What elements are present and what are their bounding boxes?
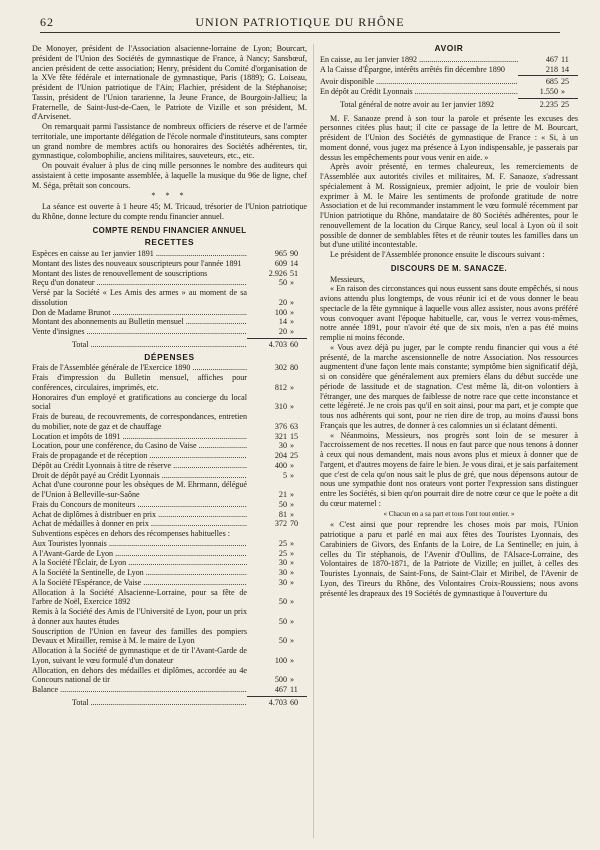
ledger-row bbox=[32, 519, 307, 529]
ledger-cents: » bbox=[290, 460, 295, 470]
ledger-amount: 25 bbox=[278, 548, 287, 558]
ledger-cents: 25 bbox=[290, 451, 299, 460]
ledger-label: Souscription de l'Union en faveur des familles des pompiers Devaux et Mirailler, remise à M. le maire de Lyon bbox=[32, 626, 247, 646]
running-header bbox=[40, 14, 560, 33]
speech-salutation: Messieurs, bbox=[330, 274, 365, 284]
assets-deposit: En dépôt au Crédit Lyonnais ..... 1.550 » bbox=[320, 87, 578, 97]
ledger-label: Honoraires d'un employé et gratifications au concierge du local social bbox=[32, 392, 247, 412]
ledger-amount: 100 bbox=[274, 307, 287, 317]
left-column bbox=[32, 44, 307, 708]
speech-paragraph-1: « En raison des circonstances qui nous eussent sans doute empêchés, si nous avions attendu plus longtemps, de vous réunir ici et de vous donner le beau spectacle de la fête gymnique à laquelle vous allez assister, nous avons préféré vous convoquer avant l'époque habituelle, car, vous le verrez vous-mêmes, notre année 1891, pour n'avoir été que de six mois, n'en a pas été moins remplie ni moins féconde. bbox=[320, 284, 578, 342]
assets-total: Total général de notre avoir au 1er janvier 1892 2.235 25 bbox=[340, 99, 570, 109]
ledger-row bbox=[32, 373, 307, 393]
total-rule bbox=[518, 75, 578, 76]
ledger-cents: » bbox=[290, 402, 295, 412]
ledger-cents: 63 bbox=[290, 421, 299, 431]
speech-intro-paragraph: Le président de l'Assemblée prononce ensuite le discours suivant : bbox=[330, 250, 545, 259]
speech-title: DISCOURS DE M. SANACZE. bbox=[390, 263, 508, 273]
ledger-row bbox=[32, 578, 307, 588]
speech-paragraph-2: « Vous avez déjà pu juger, par le compte rendu financier qui vous a été présenté, de la marche ascensionnelle de notre Association. Nos ressources augmentent d'une façon lente mais constante; symptôme bien significatif déjà, si on considère que généralement aux premiers élans du début succède une période de lassitude et de stagnation. C'est même là, dit-on volontiers à l'étranger, une des marques de faiblesse de notre race que cette inconstance et cette légèreté. Je ne crois pas qu'il en soit ainsi, pour ma part, et je compte que tous nos adhérents qui sont, pour ne rien dire de trop, au moins d'aussi bons Français que les autres, de donner à ces calomnies un si éclatant démenti. bbox=[320, 342, 578, 430]
section-separator: * * * bbox=[151, 191, 188, 201]
ledger-label: Balance ..... bbox=[32, 685, 247, 695]
receipts-title: RECETTES bbox=[144, 237, 195, 248]
total-rule bbox=[247, 696, 307, 697]
ledger-cents: » bbox=[290, 548, 295, 558]
ledger-cents: » bbox=[290, 382, 295, 392]
ledger-row bbox=[320, 55, 578, 65]
ledger-amount: 30 bbox=[278, 577, 287, 587]
ledger-cents: » bbox=[290, 675, 295, 685]
ledger-cents: 70 bbox=[290, 519, 299, 529]
ledger-amount: 965 bbox=[274, 249, 287, 258]
ledger-row bbox=[32, 568, 307, 578]
ledger-row bbox=[32, 461, 307, 471]
ledger-row bbox=[32, 288, 307, 308]
ledger-cents: » bbox=[290, 297, 295, 307]
ledger-label: Achat de médailles à donner en prix ..... bbox=[32, 519, 247, 529]
ledger-cents: » bbox=[290, 317, 295, 327]
ledger-label: Frais de l'Assemblée générale de l'Exercice 1890 ..... bbox=[32, 363, 247, 373]
ledger-label: Don de Madame Brunot ..... bbox=[32, 308, 247, 318]
ledger-row bbox=[32, 666, 307, 686]
ledger-label: Achat de diplômes à distribuer en prix ..... bbox=[32, 510, 247, 520]
total-rule bbox=[518, 98, 578, 99]
ledger-row bbox=[32, 500, 307, 510]
audience-paragraph: On pouvait évaluer à plus de cinq mille personnes le nombre des auditeurs qui assistaient à cette imposante assemblée, à laquelle la musique du 96e de ligne, chef M. Séga, prêtait son concours. bbox=[32, 161, 307, 190]
ledger-cents: » bbox=[290, 558, 295, 568]
ledger-cents: » bbox=[290, 577, 295, 587]
ledger-cents: 80 bbox=[290, 363, 299, 373]
ledger-label: Allocation, en dehors des médailles et diplômes, accordée au 4e Concours national de tir bbox=[32, 665, 247, 685]
ledger-label: Frais de bureau, de recouvrements, de correspondances, entretien du mobilier, note de gaz et de chauffage bbox=[32, 412, 247, 431]
ledger-amount: 218 bbox=[545, 64, 558, 74]
ledger-amount: 50 bbox=[278, 636, 287, 646]
speech-paragraph-4: « C'est ainsi que pour reprendre les choses mois par mois, l'Union patriotique a paru et parlé en mai aux fêtes des Touristes Lyonnais, des Carabiniers de Givors, des Enfants de la Loire, de La Sentinelle; en juin, à celles du Tir stéphanois, de l'Avenir d'Oullins, de l'Alsace-Lorraine, des Volontaires de 1870-1871, de la Patriote de Vizille; en juillet, à celles des Touristes Lyonnais, de Saint-Fons, de Saint-Clair et Miribel, de l'Avenir de Lyon, des Tireurs du Rhône, des Volontaires Croix-Roussiens; nous avons présenté les drapeaux des 19 Sociétés de gymnastique à l'ouverture du bbox=[320, 520, 578, 598]
ledger-row bbox=[32, 308, 307, 318]
ledger-amount: 25 bbox=[278, 538, 287, 548]
ledger-amount: 30 bbox=[278, 441, 287, 451]
ledger-label: A la Société l'Espérance, de Vaise ..... bbox=[32, 578, 247, 588]
ledger-amount: 14 bbox=[278, 317, 287, 327]
ledger-row bbox=[32, 539, 307, 549]
financial-report-title: COMPTE RENDU FINANCIER ANNUEL bbox=[92, 225, 247, 235]
ledger-cents: » bbox=[290, 327, 295, 336]
ledger-label: A l'Avant-Garde de Lyon ..... bbox=[32, 549, 247, 559]
ledger-row bbox=[32, 412, 307, 432]
ledger-row bbox=[32, 269, 307, 279]
ledger-amount: 30 bbox=[278, 558, 287, 568]
ledger-cents: 14 bbox=[290, 258, 299, 268]
ledger-label: Location et impôts de 1891 ..... bbox=[32, 432, 247, 442]
ledger-cents: 11 bbox=[290, 685, 298, 694]
ledger-amount: 21 bbox=[278, 490, 287, 499]
ledger-cents: » bbox=[290, 636, 295, 646]
ledger-amount: 20 bbox=[278, 327, 287, 336]
ledger-amount: 30 bbox=[278, 568, 287, 577]
running-title: UNION PATRIOTIQUE DU RHÔNE bbox=[195, 15, 405, 29]
thanks-paragraph: Après avoir présenté, en termes chaleureux, les remerciements de l'Assemblée aux autorités civiles et militaires, M. F. Sanaoze, s'adressant spécialement à M. Rossignieux, premier adjoint, le prie de vouloir bien exprimer à M. le Maire les sentiments de profonde gratitude de notre Association et de lui recommander instamment le vœu formulé récemment par l'Union patriotique du Rhône, mandataire de 80 Sociétés adhérentes, pour le renouvellement de la location du Cirque Rancy, seul local à Lyon où il soit possible de donner de semblables fêtes et de réunir toutes les familles dans un but d'une utilité incontestable. bbox=[320, 162, 578, 250]
ledger-row bbox=[32, 510, 307, 520]
ledger-row bbox=[32, 627, 307, 647]
ledger-row bbox=[32, 278, 307, 288]
ledger-row bbox=[32, 249, 307, 259]
ledger-row bbox=[32, 432, 307, 442]
page-number: 62 bbox=[40, 15, 54, 29]
ledger-cents: » bbox=[290, 616, 295, 626]
right-column bbox=[320, 44, 578, 598]
ledger-amount: 500 bbox=[274, 675, 287, 685]
ledger-amount: 50 bbox=[278, 278, 287, 288]
ledger-row bbox=[32, 259, 307, 269]
ledger-label: Frais de propagande et de réception ..... bbox=[32, 451, 247, 461]
total-rule bbox=[247, 338, 307, 339]
ledger-cents: » bbox=[290, 509, 295, 519]
ledger-amount: 376 bbox=[274, 421, 287, 431]
ledger-label: Frais d'impression du Bulletin mensuel, affiches pour conférences, circulaires, imprimés, etc. bbox=[32, 373, 247, 392]
intro-paragraph: De Monoyer, président de l'Association alsacienne-lorraine de Lyon; Bourcart, président de l'Union des Sociétés de gymnastique de France, à Nancy; Sansbœuf, ancien président de cette association; Henry, président du Comité d'organisation de la XVe fête fédérale et internationale de gymnastique, Paris (1889); G. Loiseau, président de l'Union patriotique de l'Ain; Flachier, président de la Stéphanoise; Tassin, président de l'Union tararienne, la Jeune France, de Bourgoin-Jallieu; la Fraternelle, de Saint-Just-de-Caen, le Patriote de Vizille et son président, M. d'Arvisenet. bbox=[32, 44, 307, 122]
ledger-label: Versé par la Société « Les Amis des armes » au moment de sa dissolution bbox=[32, 288, 247, 307]
ledger-row bbox=[32, 393, 307, 413]
ledger-amount: 50 bbox=[278, 616, 287, 626]
ledger-cents: 11 bbox=[561, 54, 569, 64]
expenses-title: DÉPENSES bbox=[144, 351, 195, 362]
ledger-label: A la Caisse d'Épargne, intérêts arrêtés fin décembre 1890 bbox=[320, 64, 505, 74]
ledger-amount: 81 bbox=[278, 509, 287, 519]
ledger-row bbox=[32, 441, 307, 451]
ledger-label: A la Société l'Éclair, de Lyon ..... bbox=[32, 558, 247, 568]
ledger-row bbox=[32, 646, 307, 666]
ledger-row bbox=[32, 317, 307, 327]
ledger-label: Frais du Concours de moniteurs ..... bbox=[32, 500, 247, 510]
ledger-amount: 467 bbox=[274, 685, 287, 694]
ledger-amount: 467 bbox=[545, 54, 558, 64]
assets-list bbox=[320, 55, 578, 75]
ledger-cents: 90 bbox=[290, 249, 299, 258]
ledger-label: Montant des listes des nouveaux souscripteurs pour l'année 1891 bbox=[32, 258, 242, 268]
expenses-total: Total ..... 4.703 60 bbox=[32, 698, 307, 708]
ledger-amount: 372 bbox=[274, 519, 287, 529]
expenses-list bbox=[32, 363, 307, 695]
ledger-row bbox=[32, 529, 307, 539]
speech-paragraph-3: « Néanmoins, Messieurs, nos progrès sont loin de se mesurer à l'accroissement de nos recettes. Il nous en faut parce que nous tenons à donner à ceux qui nous demandent, mais nous avons plus et mieux à donner que de l'argent, et d'autres moyens de faire le bien. Je vous dirai, et je sais parfaitement que c'est de cela qu'on nous sait le plus de gré, que nous dépensons autour de nous une sympathie dont nos orateurs vont porter l'expression sans distinguer entre les Sociétés, si bien qu'on pourrait dire de notre cœur ce que le poète a dit du cœur maternel : bbox=[320, 430, 578, 508]
ledger-label: En caisse, au 1er janvier 1892 ..... bbox=[320, 55, 518, 65]
ledger-row bbox=[32, 558, 307, 568]
ledger-row bbox=[32, 451, 307, 461]
ledger-amount: 310 bbox=[274, 402, 287, 412]
sanaoze-paragraph: M. F. Sanaoze prend à son tour la parole et présente les excuses des personnes citées plus haut; il cite ce passage de la lettre de M. Bourcart, président de l'Union des Sociétés de gymnastique de France : « Si, à un moment donné, vous jugez ma présence à Lyon indispensable, je passerais par dessus les empêchements pour vous venir en aide. » bbox=[320, 113, 578, 162]
ledger-cents: » bbox=[290, 470, 295, 480]
ledger-cents: » bbox=[290, 655, 295, 665]
ledger-cents: » bbox=[290, 538, 295, 548]
ledger-cents: 51 bbox=[290, 268, 299, 278]
ledger-amount: 50 bbox=[278, 499, 287, 509]
opening-paragraph: La séance est ouverte à 1 heure 45; M. Tricaud, trésorier de l'Union patriotique du Rhône, donne lecture du compte rendu financier annuel. bbox=[32, 202, 307, 221]
ledger-row bbox=[32, 607, 307, 627]
ledger-amount: 2.926 bbox=[268, 268, 287, 278]
ledger-label: Montant des listes de renouvellement de souscriptions bbox=[32, 268, 208, 278]
ledger-cents: » bbox=[290, 499, 295, 509]
ledger-label: Droit de dépôt payé au Crédit Lyonnais ..... bbox=[32, 471, 247, 481]
ledger-cents: » bbox=[290, 597, 295, 607]
ledger-cents: » bbox=[290, 441, 295, 451]
ledger-label: Aux Touristes lyonnais ..... bbox=[32, 539, 247, 549]
ledger-label: Location, pour une conférence, du Casino de Vaise ..... bbox=[32, 441, 247, 451]
ledger-label: Allocation à la Société Alsacienne-Lorraine, pour sa fête de l'arbre de Noël, Exercice 1892 bbox=[32, 587, 247, 607]
ledger-cents: 15 bbox=[290, 431, 299, 441]
ledger-label: A la Société la Sentinelle, de Lyon ..... bbox=[32, 568, 247, 578]
ledger-amount: 20 bbox=[278, 297, 287, 307]
ledger-amount: 321 bbox=[274, 431, 287, 441]
ledger-amount: 609 bbox=[274, 258, 287, 268]
ledger-label: Remis à la Société des Amis de l'Université de Lyon, pour un prix à donner aux hautes études bbox=[32, 607, 247, 626]
ledger-cents: » bbox=[290, 568, 295, 577]
receipts-list bbox=[32, 249, 307, 337]
ledger-row bbox=[32, 588, 307, 608]
ledger-row bbox=[32, 471, 307, 481]
ledger-row bbox=[32, 685, 307, 695]
ledger-row bbox=[32, 480, 307, 500]
ledger-label: Montant des abonnements au Bulletin mensuel ..... bbox=[32, 317, 247, 327]
ledger-cents: 14 bbox=[561, 64, 570, 74]
ledger-amount: 400 bbox=[274, 460, 287, 470]
ledger-label: Reçu d'un donateur ..... bbox=[32, 278, 247, 288]
ledger-label: Vente d'insignes ..... bbox=[32, 327, 247, 337]
assets-available: Avoir disponible ..... 685 25 bbox=[320, 77, 578, 87]
ledger-label: Subventions espèces en dehors des récompenses habituelles : bbox=[32, 529, 231, 538]
ledger-amount: 812 bbox=[274, 382, 287, 392]
column-separator bbox=[313, 44, 314, 838]
ledger-cents: » bbox=[290, 278, 295, 288]
ledger-row bbox=[32, 327, 307, 337]
ledger-label: Espèces en caisse au 1er janvier 1891 ..... bbox=[32, 249, 247, 259]
ledger-label: Allocation à la Société de gymnastique et de tir l'Avant-Garde de Lyon, suivant le vœu formulé d'un donateur bbox=[32, 646, 247, 665]
ledger-row bbox=[32, 549, 307, 559]
ledger-cents: » bbox=[290, 490, 295, 499]
assistance-paragraph: On remarquait parmi l'assistance de nombreux officiers de réserve et de l'armée territoriale, une importante délégation de l'école normale d'instituteurs, sans compter un grand nombre de membres actifs ou honoraires des Sociétés adhérentes, tir, gymnastique, colombophilie, anciens militaires, sauveteurs, etc., etc. bbox=[32, 122, 307, 161]
ledger-row bbox=[32, 363, 307, 373]
ledger-label: Achat d'une couronne pour les obsèques de M. Ehrmann, délégué de l'Union à Belleville-sur-Saône bbox=[32, 480, 247, 499]
receipts-total: Total ..... 4.703 60 bbox=[32, 340, 307, 350]
ledger-label: Dépôt au Crédit Lyonnais à titre de réserve ..... bbox=[32, 461, 247, 471]
poem-quote: « Chacun en a sa part et tous l'ont tout entier. » bbox=[383, 509, 515, 518]
ledger-amount: 100 bbox=[274, 655, 287, 665]
ledger-row bbox=[320, 65, 578, 75]
assets-title: AVOIR bbox=[434, 43, 464, 53]
ledger-amount: 302 bbox=[274, 363, 287, 373]
ledger-amount: 204 bbox=[274, 451, 287, 460]
ledger-cents: » bbox=[290, 307, 295, 317]
ledger-amount: 50 bbox=[278, 597, 287, 607]
ledger-amount: 5 bbox=[282, 470, 287, 480]
